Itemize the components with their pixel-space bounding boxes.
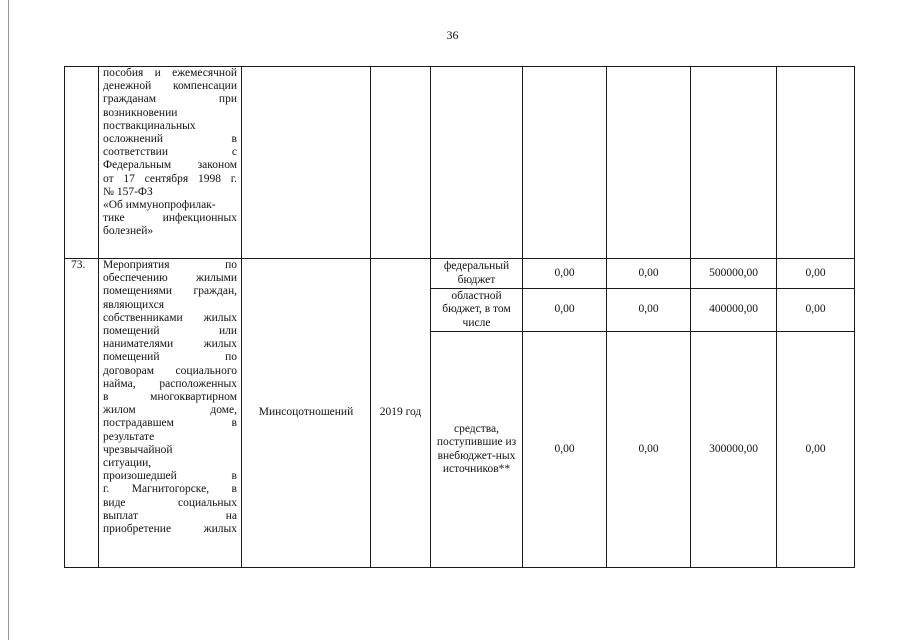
measure-description xyxy=(99,259,242,568)
table-row-continued xyxy=(65,67,855,259)
value-cell xyxy=(523,67,607,259)
value-cell xyxy=(607,67,691,259)
value-cell: 0,00 xyxy=(607,259,691,289)
value-cell: 0,00 xyxy=(607,332,691,568)
description-line: поствакцинальных xyxy=(103,119,196,132)
executor: Минсоцотношений xyxy=(242,259,371,568)
description-line: помещений или xyxy=(103,325,237,338)
description-line: помещений по xyxy=(103,351,237,364)
measure-description-continued xyxy=(99,67,242,259)
description-line: денежной компенсации xyxy=(103,80,237,93)
value-cell: 0,00 xyxy=(777,259,855,289)
value-cell: 300000,00 xyxy=(691,332,777,568)
description-line: найма, расположенных xyxy=(103,377,237,390)
description-line: виде социальных xyxy=(103,496,237,509)
description-line: болезней» xyxy=(103,225,154,238)
description-line: являющихся xyxy=(103,298,165,311)
description-line: произошедшей в xyxy=(103,470,237,483)
description-line: г. Магнитогорске, в xyxy=(103,483,237,496)
description-line: тике инфекционных xyxy=(103,212,237,225)
description-line: выплат на xyxy=(103,509,237,522)
description-line: Мероприятия по xyxy=(103,259,237,271)
description-line: «Об иммунопрофилак- xyxy=(103,199,216,212)
description-line: № 157-ФЗ xyxy=(103,185,153,198)
funding-source: федеральный бюджет xyxy=(431,259,523,289)
page-number: 36 xyxy=(446,28,459,42)
description-line: помещениями граждан, xyxy=(103,285,237,298)
program-table xyxy=(64,66,855,568)
description-line: гражданам при xyxy=(103,93,237,106)
description-line: результате xyxy=(103,430,155,443)
description-line: чрезвычайной xyxy=(103,443,173,456)
description-line: собственниками жилых xyxy=(103,311,237,324)
description-line: нанимателями жилых xyxy=(103,338,237,351)
value-cell xyxy=(777,67,855,259)
row-number: 73. xyxy=(65,259,99,568)
value-cell: 0,00 xyxy=(523,289,607,332)
value-cell: 500000,00 xyxy=(691,259,777,289)
description-line: договорам социального xyxy=(103,364,237,377)
description-line: пособия и ежемесячной xyxy=(103,67,237,79)
description-line: возникновении xyxy=(103,106,178,119)
source-cell xyxy=(431,67,523,259)
page-edge-line xyxy=(8,0,9,640)
description-line: ситуации, xyxy=(103,457,152,470)
row-number-cell xyxy=(65,67,99,259)
description-line: осложнений в xyxy=(103,133,237,146)
value-cell: 0,00 xyxy=(607,289,691,332)
value-cell: 0,00 xyxy=(523,259,607,289)
value-cell: 0,00 xyxy=(777,289,855,332)
executor-cell xyxy=(242,67,371,259)
period-cell xyxy=(371,67,431,259)
value-cell: 400000,00 xyxy=(691,289,777,332)
funding-source: средства, поступившие из внебюджет-ных источников** xyxy=(431,332,523,568)
description-line: пострадавшем в xyxy=(103,417,237,430)
value-cell xyxy=(691,67,777,259)
description-line: обеспечению жилыми xyxy=(103,272,237,285)
table-row-73-federal xyxy=(65,259,855,289)
description-line: в многоквартирном xyxy=(103,391,237,404)
period: 2019 год xyxy=(371,259,431,568)
description-line: Федеральным законом xyxy=(103,159,237,172)
description-line: приобретение жилых xyxy=(103,523,237,536)
description-line: соответствии с xyxy=(103,146,237,159)
funding-source: областной бюджет, в том числе xyxy=(431,289,523,332)
description-line: от 17 сентября 1998 г. xyxy=(103,172,237,185)
value-cell: 0,00 xyxy=(523,332,607,568)
description-line: жилом доме, xyxy=(103,404,237,417)
value-cell: 0,00 xyxy=(777,332,855,568)
